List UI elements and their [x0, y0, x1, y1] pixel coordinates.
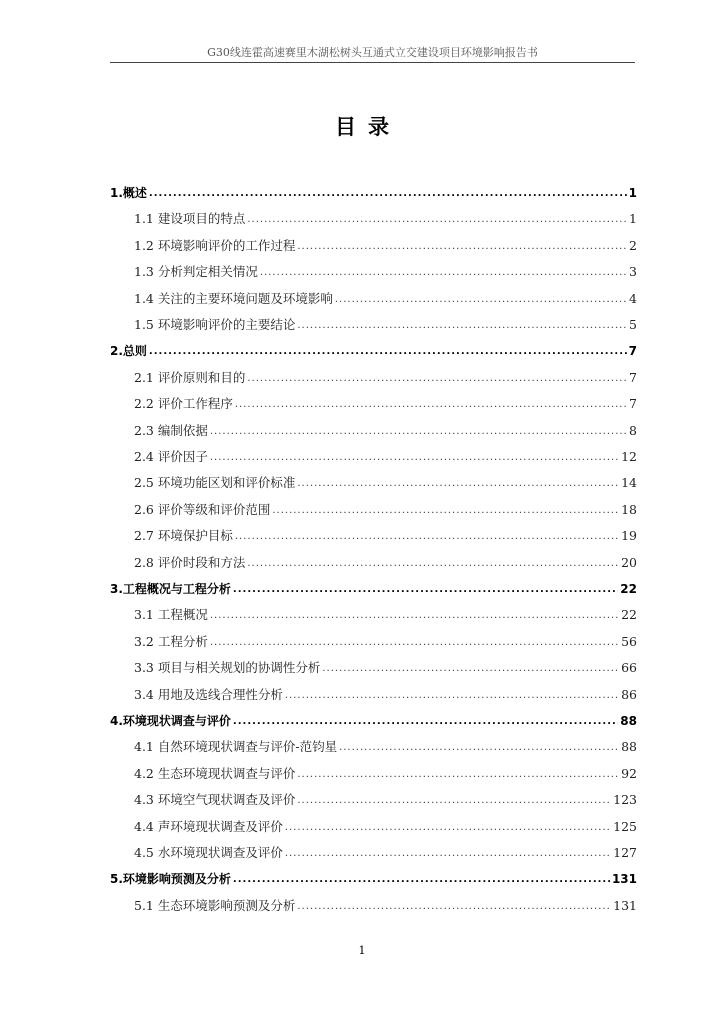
- toc-section-entry[interactable]: [134, 308, 637, 334]
- toc-dot-leader: [233, 582, 618, 598]
- toc-entry-page: 131: [611, 872, 637, 887]
- toc-entry-label: 1.2 环境影响评价的工作过程: [134, 237, 296, 253]
- toc-entry-page: 22: [620, 582, 637, 596]
- toc-section-entry[interactable]: [134, 493, 637, 519]
- toc-section-entry[interactable]: [134, 730, 637, 756]
- toc-section-entry[interactable]: [134, 229, 637, 255]
- toc-entry-page: 7: [629, 369, 637, 385]
- toc-entry-label: 2.2 评价工作程序: [134, 396, 233, 412]
- toc-entry-label: 4.4 声环境现状调查及评价: [134, 818, 283, 834]
- toc-entry-label: 2.3 编制依据: [134, 422, 208, 438]
- toc-entry-page: 4: [629, 290, 637, 306]
- toc-entry-page: 18: [621, 501, 637, 517]
- toc-entry-page: 7: [628, 344, 637, 359]
- toc-dot-leader: [210, 635, 619, 651]
- header-divider: [110, 62, 635, 63]
- toc-entry-label: 3.1 工程概况: [134, 607, 208, 623]
- toc-entry-label: 2.8 评价时段和方法: [134, 554, 246, 570]
- toc-section-entry[interactable]: [134, 466, 637, 492]
- toc-chapter-entry[interactable]: [110, 334, 637, 360]
- toc-section-entry[interactable]: [134, 598, 637, 624]
- toc-dot-leader: [339, 740, 619, 756]
- toc-entry-label: 5.环境影响预测及分析: [110, 872, 231, 887]
- toc-entry-page: 14: [621, 475, 637, 491]
- toc-dot-leader: [149, 186, 627, 202]
- toc-dot-leader: [210, 608, 619, 624]
- toc-dot-leader: [210, 450, 619, 466]
- toc-entry-page: 19: [621, 528, 637, 544]
- toc-entry-label: 4.3 环境空气现状调查及评价: [134, 792, 296, 808]
- toc-dot-leader: [235, 529, 619, 545]
- toc-entry-page: 12: [621, 449, 637, 464]
- toc-entry-label: 2.7 环境保护目标: [134, 528, 233, 544]
- toc-entry-page: 88: [620, 714, 637, 728]
- toc-entry-page: 20: [621, 554, 637, 570]
- toc-section-entry[interactable]: [134, 651, 637, 677]
- toc-entry-label: 1.4 关注的主要环境问题及环境影响: [134, 290, 333, 306]
- toc-entry-page: 3: [629, 264, 637, 280]
- toc-entry-label: 2.1 评价原则和目的: [134, 369, 246, 385]
- toc-dot-leader: [297, 476, 619, 492]
- toc-chapter-entry[interactable]: [110, 176, 637, 202]
- toc-section-entry[interactable]: [134, 361, 637, 387]
- toc-section-entry[interactable]: [134, 625, 637, 651]
- toc-dot-leader: [285, 688, 619, 704]
- toc-title: [0, 112, 724, 142]
- toc-entry-page: 66: [621, 660, 637, 676]
- toc-entry-page: 125: [613, 818, 637, 834]
- toc-dot-leader: [233, 714, 618, 730]
- toc-entry-label: 2.总则: [110, 344, 147, 359]
- toc-entry-label: 1.5 环境影响评价的主要结论: [134, 317, 296, 332]
- toc-entry-label: 4.5 水环境现状调查及评价: [134, 845, 283, 860]
- toc-section-entry[interactable]: [134, 678, 637, 704]
- toc-entry-label: 1.1 建设项目的特点: [134, 211, 246, 227]
- toc-section-entry[interactable]: [134, 546, 637, 572]
- page-number: 1: [358, 944, 366, 957]
- toc-dot-leader: [285, 846, 611, 862]
- toc-dot-leader: [235, 397, 627, 413]
- toc-entry-page: 2: [629, 237, 637, 253]
- toc-chapter-entry[interactable]: [110, 572, 637, 598]
- toc-dot-leader: [247, 212, 627, 228]
- toc-entry-page: 1: [629, 211, 637, 227]
- toc-entry-label: 5.1 生态环境影响预测及分析: [134, 897, 296, 913]
- toc-dot-leader: [297, 239, 627, 255]
- toc-entry-page: 22: [621, 607, 637, 623]
- toc-entry-label: 2.6 评价等级和评价范围: [134, 501, 271, 517]
- toc-dot-leader: [260, 265, 627, 281]
- toc-entry-label: 3.4 用地及选线合理性分析: [134, 686, 283, 702]
- toc-entry-label: 4.2 生态环境现状调查与评价: [134, 765, 296, 781]
- toc-entry-page: 127: [613, 845, 637, 860]
- toc-chapter-entry[interactable]: [110, 704, 637, 730]
- toc-section-entry[interactable]: [134, 282, 637, 308]
- toc-entry-page: 131: [613, 897, 637, 913]
- toc-dot-leader: [149, 344, 627, 360]
- toc-section-entry[interactable]: [134, 836, 637, 862]
- toc-section-entry[interactable]: [134, 757, 637, 783]
- toc-dot-leader: [272, 503, 619, 519]
- toc-entry-label: 1.3 分析判定相关情况: [134, 264, 258, 280]
- toc-dot-leader: [297, 767, 619, 783]
- toc-entry-label: 3.3 项目与相关规划的协调性分析: [134, 660, 321, 676]
- toc-dot-leader: [247, 556, 619, 572]
- toc-entry-page: 86: [621, 686, 637, 702]
- toc-entry-page: 56: [621, 633, 637, 649]
- toc-section-entry[interactable]: [134, 783, 637, 809]
- toc-dot-leader: [297, 318, 627, 334]
- toc-entry-label: 2.5 环境功能区划和评价标准: [134, 475, 296, 491]
- toc-entry-page: 7: [629, 396, 637, 412]
- toc-dot-leader: [285, 820, 611, 836]
- toc-dot-leader: [335, 292, 627, 308]
- toc-title-text: 目录: [335, 114, 401, 139]
- toc-dot-leader: [233, 872, 610, 888]
- toc-entry-page: 123: [613, 792, 637, 808]
- toc-entry-label: 3.工程概况与工程分析: [110, 582, 231, 596]
- toc-entry-page: 1: [628, 186, 637, 200]
- toc-entry-page: 5: [629, 317, 637, 332]
- toc-section-entry[interactable]: [134, 810, 637, 836]
- toc-entry-label: 1.概述: [110, 186, 147, 200]
- toc-entry-page: 88: [621, 739, 637, 755]
- toc-section-entry[interactable]: [134, 387, 637, 413]
- toc-entry-page: 8: [629, 422, 637, 438]
- toc-entry-label: 3.2 工程分析: [134, 633, 208, 649]
- toc-dot-leader: [297, 899, 611, 915]
- toc-section-entry[interactable]: [134, 414, 637, 440]
- toc-entry-label: 4.环境现状调查与评价: [110, 714, 231, 728]
- toc-dot-leader: [247, 371, 627, 387]
- toc-dot-leader: [297, 793, 611, 809]
- toc-entry-label: 2.4 评价因子: [134, 449, 208, 464]
- toc-section-entry[interactable]: [134, 519, 637, 545]
- toc-entry-label: 4.1 自然环境现状调查与评价-范钧星: [134, 739, 338, 755]
- toc-section-entry[interactable]: [134, 889, 637, 915]
- toc-chapter-entry[interactable]: [110, 862, 637, 888]
- toc-section-entry[interactable]: [134, 440, 637, 466]
- toc-entry-page: 92: [621, 765, 637, 781]
- toc-section-entry[interactable]: [134, 255, 637, 281]
- toc-dot-leader: [210, 424, 627, 440]
- toc-dot-leader: [322, 661, 619, 677]
- running-header: G30线连霍高速赛里木湖松树头互通式立交建设项目环境影响报告书: [207, 46, 538, 59]
- toc-section-entry[interactable]: [134, 202, 637, 228]
